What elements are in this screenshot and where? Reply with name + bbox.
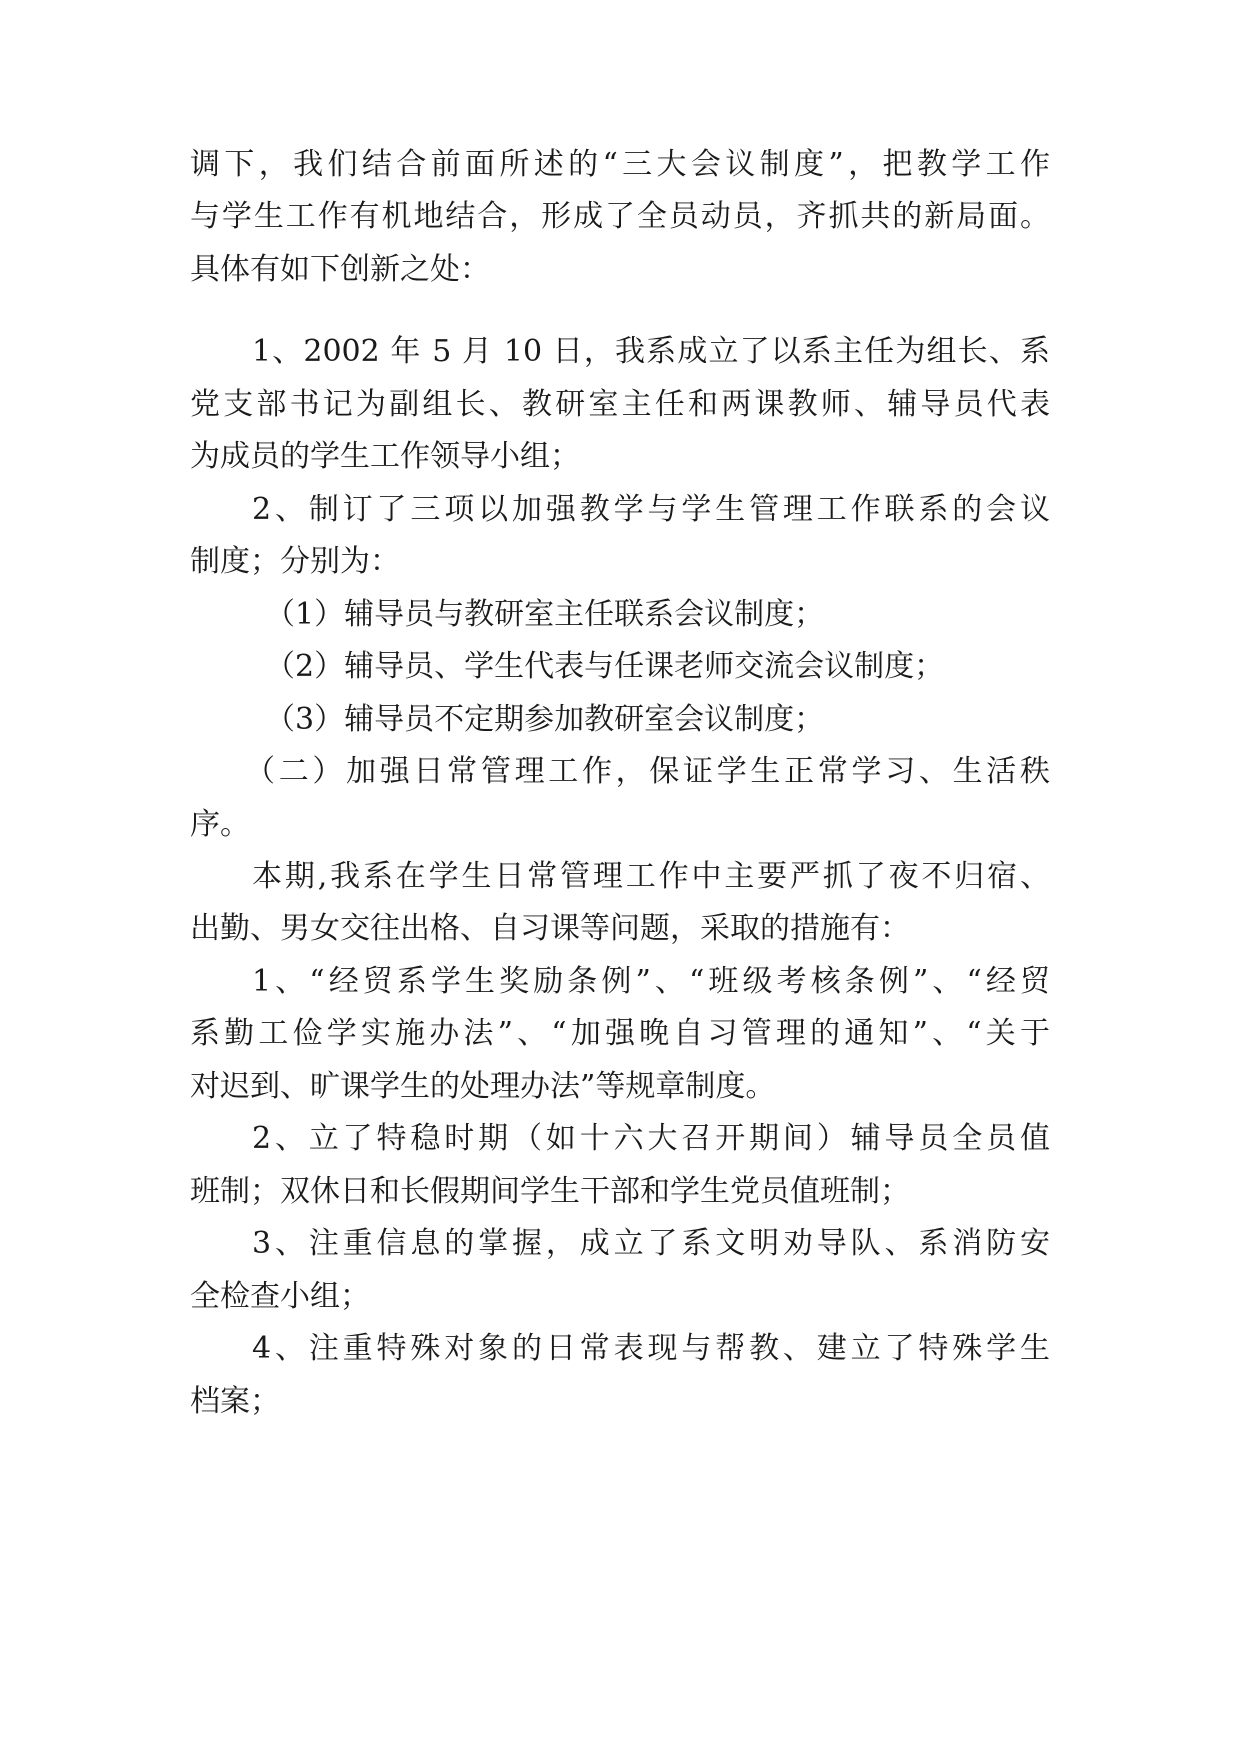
paragraph-line: 全检查小组； <box>190 1279 370 1314</box>
paragraph-line: 3、注重信息的掌握，成立了系文明劝导队、系消防安 <box>252 1226 1050 1261</box>
paragraph-line: 系勤工俭学实施办法”、“加强晚自习管理的通知”、“关于 <box>190 1016 1050 1051</box>
paragraph-line: 档案； <box>190 1384 280 1419</box>
paragraph-line: 对迟到、旷课学生的处理办法”等规章制度。 <box>190 1069 776 1104</box>
list-item: （2）辅导员、学生代表与任课老师交流会议制度； <box>265 649 945 684</box>
paragraph-line: 调下，我们结合前面所述的“三大会议制度”，把教学工作 <box>190 147 1050 182</box>
paragraph-line: 制度；分别为： <box>190 544 400 579</box>
paragraph-line: 出勤、男女交往出格、自习课等问题，采取的措施有： <box>190 911 910 946</box>
paragraph-line: 1、2002 年 5 月 10 日，我系成立了以系主任为组长、系 <box>252 334 1050 369</box>
section-heading-line: 序。 <box>190 807 250 842</box>
paragraph-line: 与学生工作有机地结合，形成了全员动员，齐抓共的新局面。 <box>190 199 1050 234</box>
paragraph-line: 党支部书记为副组长、教研室主任和两课教师、辅导员代表 <box>190 387 1050 422</box>
paragraph-line: 班制；双休日和长假期间学生干部和学生党员值班制； <box>190 1174 910 1209</box>
paragraph-line: 具体有如下创新之处： <box>190 252 490 287</box>
paragraph-line: 本期,我系在学生日常管理工作中主要严抓了夜不归宿、 <box>252 859 1050 894</box>
list-item: （1）辅导员与教研室主任联系会议制度； <box>265 597 825 632</box>
paragraph-line: 1、“经贸系学生奖励条例”、“班级考核条例”、“经贸 <box>252 964 1050 999</box>
section-heading-line: （二）加强日常管理工作，保证学生正常学习、生活秩 <box>245 754 1050 789</box>
paragraph-line: 2、立了特稳时期（如十六大召开期间）辅导员全员值 <box>252 1121 1050 1156</box>
paragraph-line: 4、注重特殊对象的日常表现与帮教、建立了特殊学生 <box>252 1331 1050 1366</box>
paragraph-line: 2、制订了三项以加强教学与学生管理工作联系的会议 <box>252 492 1050 527</box>
list-item: （3）辅导员不定期参加教研室会议制度； <box>265 702 825 737</box>
paragraph-line: 为成员的学生工作领导小组； <box>190 439 580 474</box>
